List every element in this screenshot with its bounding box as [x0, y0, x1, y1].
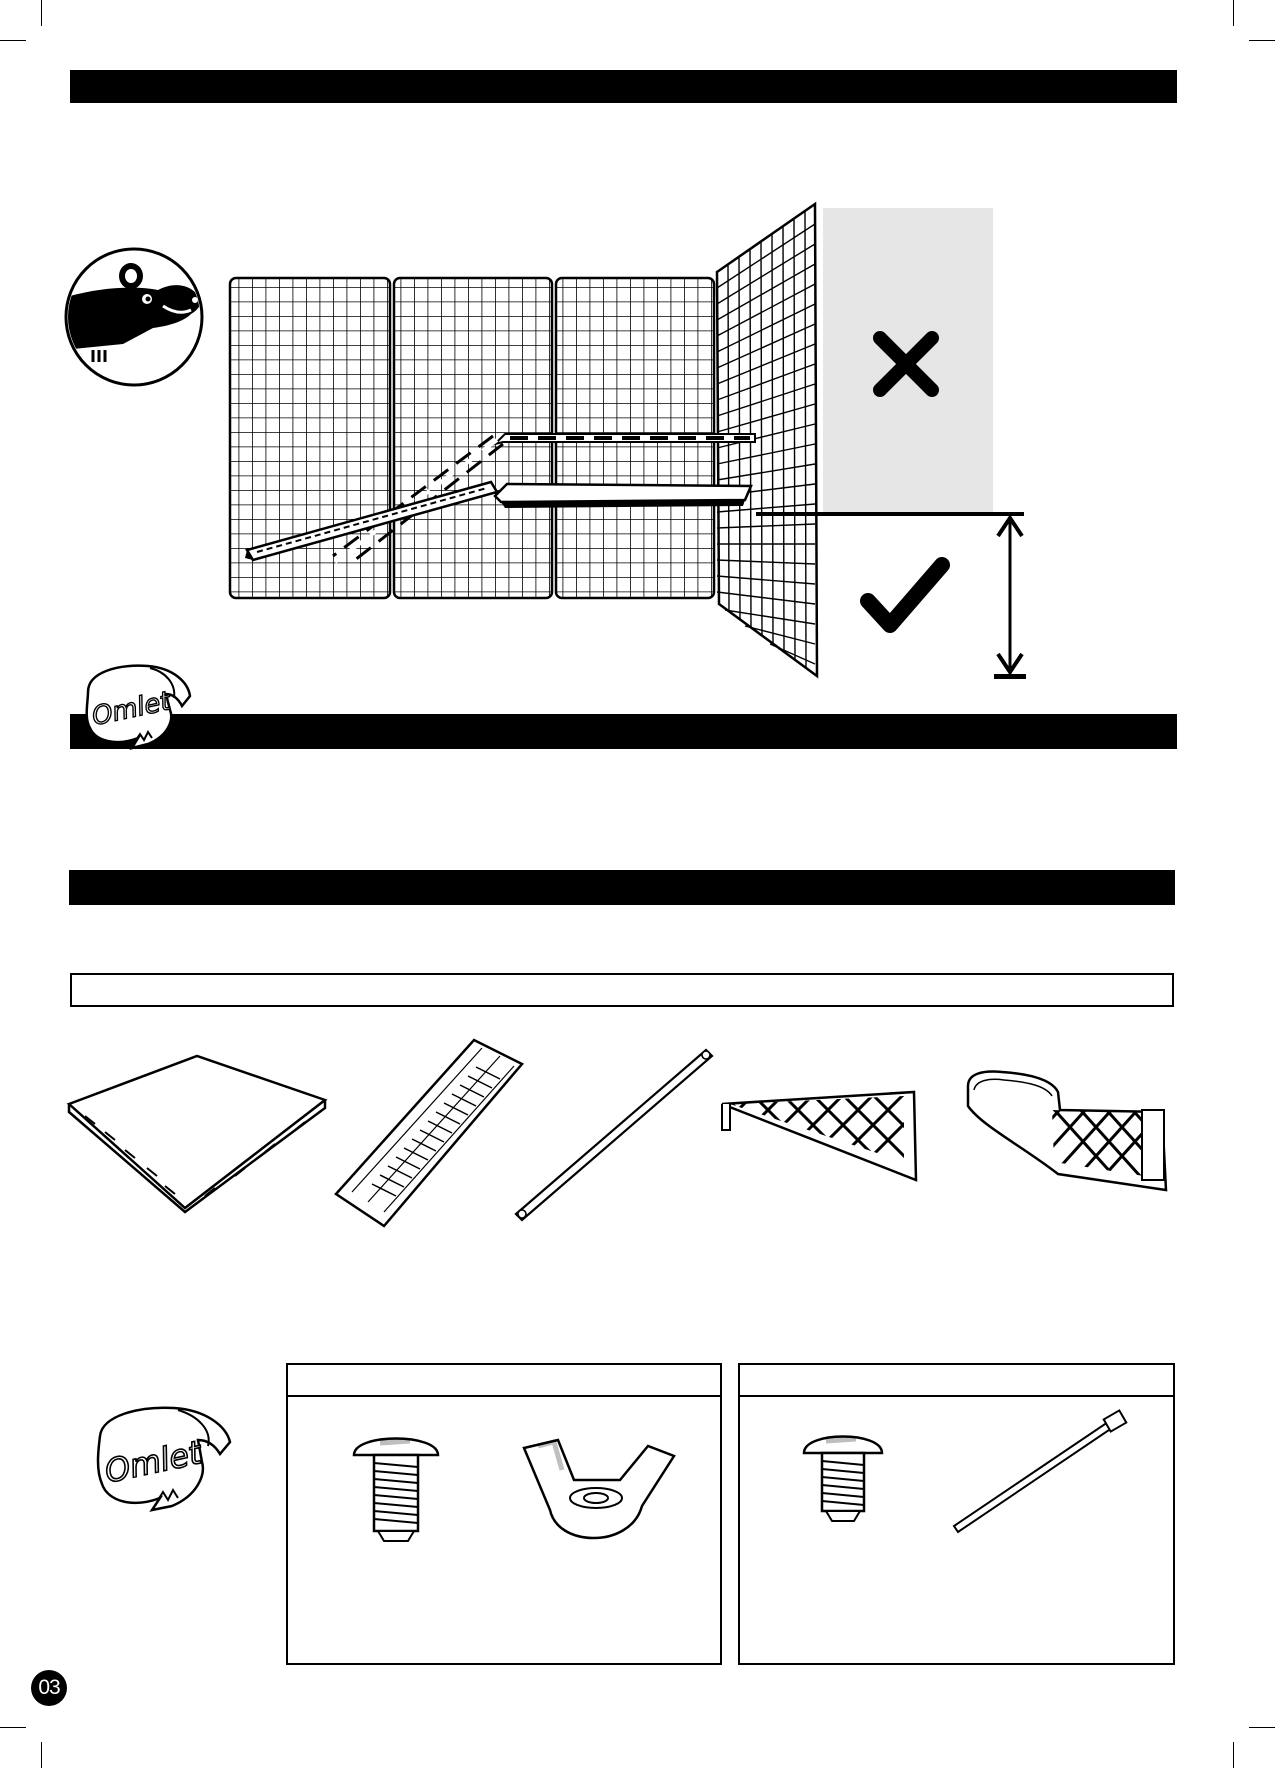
bolt-icon	[350, 1425, 442, 1545]
tick-icon	[860, 555, 950, 637]
clip-logo-text: Omlet	[89, 686, 174, 733]
crop-mark	[41, 0, 42, 26]
crop-mark	[0, 40, 26, 41]
bracket-curved	[962, 1066, 1172, 1196]
section-header-bar	[69, 870, 1175, 905]
fixings-box-right-header	[738, 1363, 1175, 1397]
section-header-bar	[70, 70, 1177, 103]
omlet-clip-large	[88, 1402, 240, 1517]
support-bar	[510, 1044, 715, 1224]
crop-mark	[1233, 1742, 1234, 1768]
section-header-bar	[70, 714, 1177, 749]
crop-mark	[0, 1727, 26, 1728]
fixings-box-left-header	[286, 1363, 722, 1397]
omlet-clip-icon	[78, 662, 198, 754]
cross-icon	[872, 330, 940, 398]
height-reference-line	[756, 512, 1024, 516]
wing-nut-icon	[518, 1434, 678, 1544]
page-number: 03	[31, 1670, 67, 1706]
cable-tie-icon	[948, 1410, 1128, 1535]
platform-shelf	[65, 1052, 330, 1212]
crop-mark	[1249, 1727, 1275, 1728]
cage-illustration	[225, 200, 865, 685]
shelf-correct-position	[495, 484, 751, 508]
rat-icon	[63, 246, 205, 388]
bracket-mesh	[718, 1090, 923, 1186]
ramp-part	[332, 1034, 527, 1229]
crop-mark	[41, 1742, 42, 1768]
double-arrow-icon	[986, 512, 1036, 682]
bolt-icon-2	[800, 1425, 886, 1525]
parts-caption-box	[70, 973, 1174, 1007]
crop-mark	[1233, 0, 1234, 26]
crop-mark	[1249, 40, 1275, 41]
clip-logo-text-2: Omlet	[101, 1433, 205, 1491]
